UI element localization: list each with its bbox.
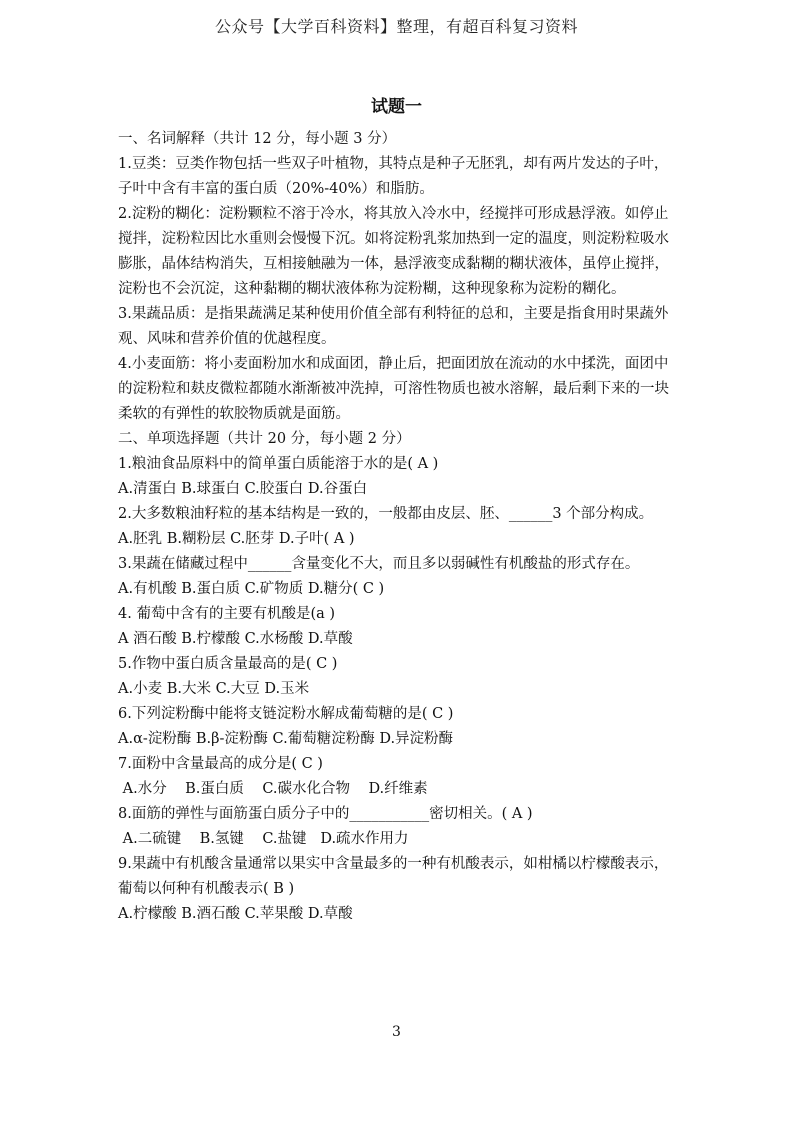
question-options: A.清蛋白 B.球蛋白 C.胶蛋白 D.谷蛋白 xyxy=(118,481,368,497)
question-text: 6.下列淀粉酶中能将支链淀粉水解成葡萄糖的是( C ) xyxy=(118,706,454,722)
question-options: A.二硫键 B.氢键 C.盐键 D.疏水作用力 xyxy=(118,831,409,847)
question-text: 5.作物中蛋白质含量最高的是( C ) xyxy=(118,656,338,672)
term-definition: 3.果蔬品质：是指果蔬满足某种使用价值全部有利特征的总和，主要是指食用时果蔬外观、风味和营养价值的优越程度。 xyxy=(118,306,669,347)
term-definition: 1.豆类：豆类作物包括一些双子叶植物，其特点是种子无胚乳，却有两片发达的子叶，子叶中含有丰富的蛋白质（20%-40%）和脂肪。 xyxy=(118,156,669,197)
term-definition: 2.淀粉的糊化：淀粉颗粒不溶于冷水，将其放入冷水中，经搅拌可形成悬浮液。如停止搅拌，淀粉粒因比水重则会慢慢下沉。如将淀粉乳浆加热到一定的温度，则淀粉粒吸水膨胀，晶体结构消失，互相接触融为一体，悬浮液变成黏糊的糊状液体，虽停止搅拌，淀粉也不会沉淀，这种黏糊的糊状液体称为淀粉糊，这种现象称为淀粉的糊化。 xyxy=(118,206,669,297)
section-heading: 一、名词解释（共计 12 分，每小题 3 分） xyxy=(118,131,397,147)
exam-title: 试题一 xyxy=(371,97,422,117)
question-options: A.有机酸 B.蛋白质 C.矿物质 D.糖分( C ) xyxy=(118,581,385,597)
question-options: A.小麦 B.大米 C.大豆 D.玉米 xyxy=(118,681,310,697)
page-header: 公众号【大学百科资料】整理，有超百科复习资料 xyxy=(214,17,578,36)
question-text: 7.面粉中含量最高的成分是( C ) xyxy=(118,756,323,772)
question-text: 1.粮油食品原料中的简单蛋白质能溶于水的是( A ) xyxy=(118,456,439,472)
term-definition: 4.小麦面筋：将小麦面粉加水和成面团，静止后，把面团放在流动的水中揉洗，面团中的淀粉粒和麸皮微粒都随水渐渐被冲洗掉，可溶性物质也被水溶解，最后剩下来的一块柔软的有弹性的软胶物质就是面筋。 xyxy=(118,356,669,422)
question-options: A.胚乳 B.糊粉层 C.胚芽 D.子叶( A ) xyxy=(118,531,355,547)
question-text: 4. 葡萄中含有的主要有机酸是(a ) xyxy=(118,606,336,622)
section-heading: 二、单项选择题（共计 20 分，每小题 2 分） xyxy=(118,431,411,447)
question-options: A 酒石酸 B.柠檬酸 C.水杨酸 D.草酸 xyxy=(118,631,353,647)
question-text: 2.大多数粮油籽粒的基本结构是一致的，一般都由皮层、胚、______3 个部分构成。 xyxy=(118,506,654,522)
question-options: A.柠檬酸 B.酒石酸 C.苹果酸 D.草酸 xyxy=(118,906,353,922)
page-number: 3 xyxy=(392,1024,401,1040)
question-options: A.水分 B.蛋白质 C.碳水化合物 D.纤维素 xyxy=(118,781,428,797)
question-options: A.α-淀粉酶 B.β-淀粉酶 C.葡萄糖淀粉酶 D.异淀粉酶 xyxy=(118,731,454,747)
question-text: 8.面筋的弹性与面筋蛋白质分子中的___________密切相关。( A ) xyxy=(118,806,533,822)
question-text: 9.果蔬中有机酸含量通常以果实中含量最多的一种有机酸表示，如柑橘以柠檬酸表示，葡萄以何种有机酸表示( B ) xyxy=(118,856,669,897)
exam-content xyxy=(118,127,678,927)
question-text: 3.果蔬在储藏过程中______含量变化不大，而且多以弱碱性有机酸盐的形式存在。 xyxy=(118,556,640,572)
